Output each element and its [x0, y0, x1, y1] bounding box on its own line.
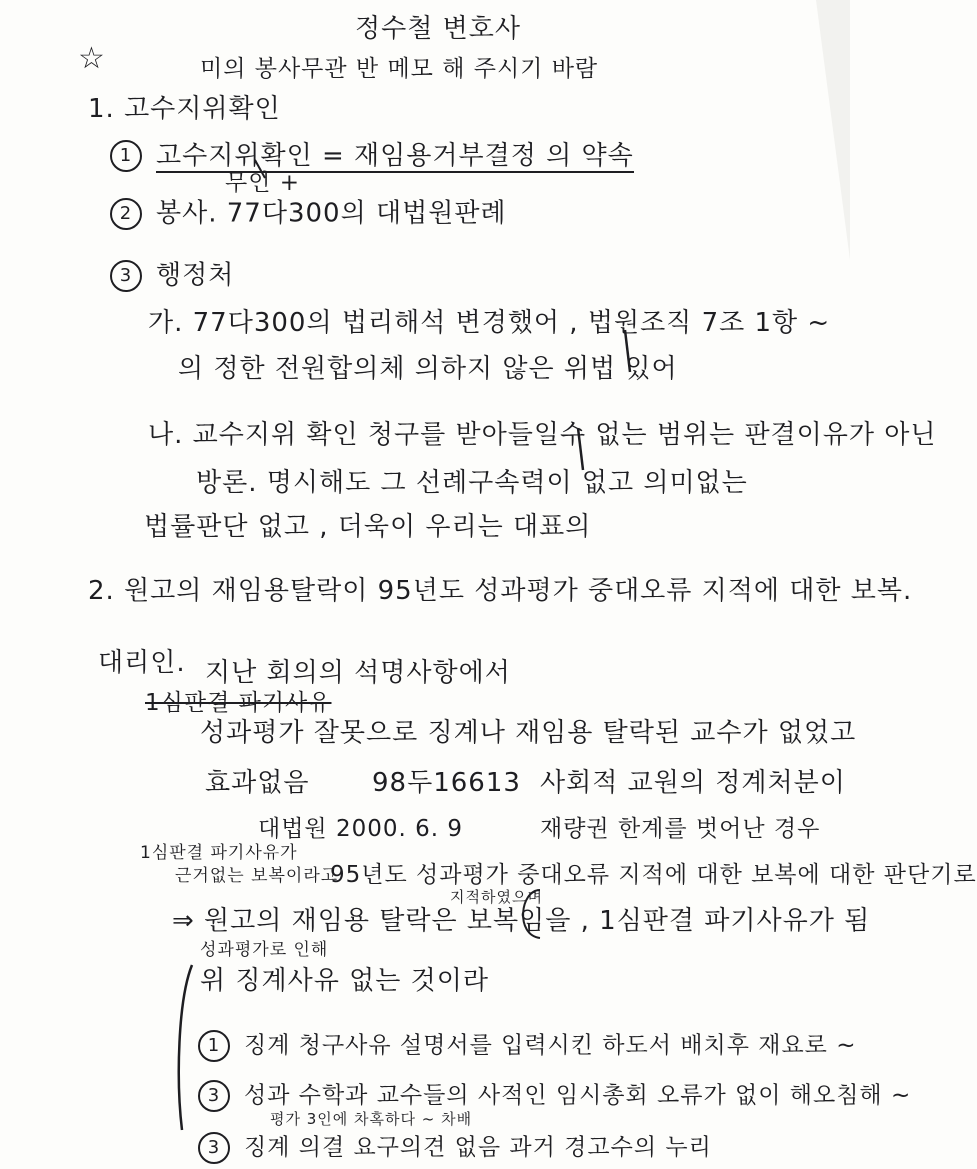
- case-date: 대법원 2000. 6. 9: [258, 816, 464, 842]
- item-text: 성과 수학과 교수들의 사적인 임시총회 오류가 없이 해오침해 ~: [244, 1082, 912, 1109]
- section-2-line-4c: 사회적 교원의 정계처분이: [540, 768, 846, 798]
- section-2-line-1: 지난 회의의 석명사항에서: [205, 658, 511, 688]
- page-title: 정수철 변호사: [355, 14, 521, 44]
- section-1-heading: 1. 고수지위확인: [88, 94, 281, 124]
- conclusion-item-3: [198, 1132, 712, 1164]
- star-icon: ☆: [78, 41, 106, 76]
- section-1-item-1-note: 무인 +: [225, 170, 301, 196]
- item-number: 3: [198, 1080, 230, 1112]
- section-2-line-4a: 효과없음: [205, 768, 310, 798]
- item-number: 3: [198, 1132, 230, 1164]
- item-text: 징계 청구사유 설명서를 입력시킨 하도서 배치후 재요로 ~: [244, 1032, 857, 1059]
- arrow-sub-note: 성과평가로 인해: [200, 940, 329, 960]
- section-2-heading: 2. 원고의 재임용탈락이 95년도 성과평가 중대오류 지적에 대한 보복.: [88, 576, 913, 606]
- item-number: 1: [110, 140, 142, 172]
- point-na-line-1: 나. 교수지위 확인 청구를 받아들일수 없는 범위는 판결이유가 아닌: [148, 420, 937, 450]
- struck-text: 1심판결 파기사유: [145, 690, 332, 716]
- page-subtitle: 미의 봉사무관 반 메모 해 주시기 바람: [200, 56, 599, 82]
- conclusion-line: 위 징계사유 없는 것이라: [200, 966, 489, 996]
- item-number: 2: [110, 198, 142, 230]
- margin-note: 대리인.: [98, 648, 186, 678]
- section-2-line-3: 성과평가 잘못으로 징계나 재임용 탈락된 교수가 없었고: [200, 718, 857, 748]
- case-number: 98두16613: [372, 768, 521, 798]
- item-text: 징계 의결 요구의견 없음 과거 경고수의 누리: [244, 1134, 712, 1161]
- item-text: 봉사. 77다300의 대법원판례: [156, 198, 507, 229]
- point-na-line-2: 방론. 명시해도 그 선례구속력이 없고 의미없는: [196, 468, 748, 498]
- section-1-item-3: [110, 260, 234, 292]
- item-text: 행정처: [156, 260, 235, 291]
- section-1-item-1: [110, 140, 634, 172]
- point-ga-line-2: 의 정한 전원합의체 의하지 않은 위법 있어: [178, 354, 678, 384]
- section-2-line-6: 95년도 성과평가 중대오류 지적에 대한 보복에 대한 판단기로: [330, 862, 977, 888]
- arrow-conclusion: ⇒ 원고의 재임용 탈락은 보복임을 , 1심판결 파기사유가 됨: [172, 906, 871, 936]
- item-number: 1: [198, 1030, 230, 1062]
- item-number: 3: [110, 260, 142, 292]
- conclusion-item-2: [198, 1080, 911, 1112]
- conclusion-item-1: [198, 1030, 856, 1062]
- inline-note: 지적하였으며: [450, 888, 543, 906]
- conclusion-item-2-note: 평가 3인에 차혹하다 ~ 차배: [270, 1110, 473, 1128]
- point-na-line-3: 법률판단 없고 , 더욱이 우리는 대표의: [144, 512, 592, 542]
- point-ga-line-1: 가. 77다300의 법리해석 변경했어 , 법원조직 7조 1항 ~: [148, 308, 831, 338]
- side-note-1: 1심판결 파기사유가: [140, 843, 298, 863]
- section-1-item-2: [110, 198, 507, 230]
- side-note-2: 근거없는 보복이라고: [175, 866, 339, 886]
- section-2-line-5b: 재량권 한계를 벗어난 경우: [540, 816, 821, 842]
- item-text: 고수지위확인 = 재임용거부결정 의 약속: [156, 140, 634, 171]
- bracket-line: [179, 965, 192, 1130]
